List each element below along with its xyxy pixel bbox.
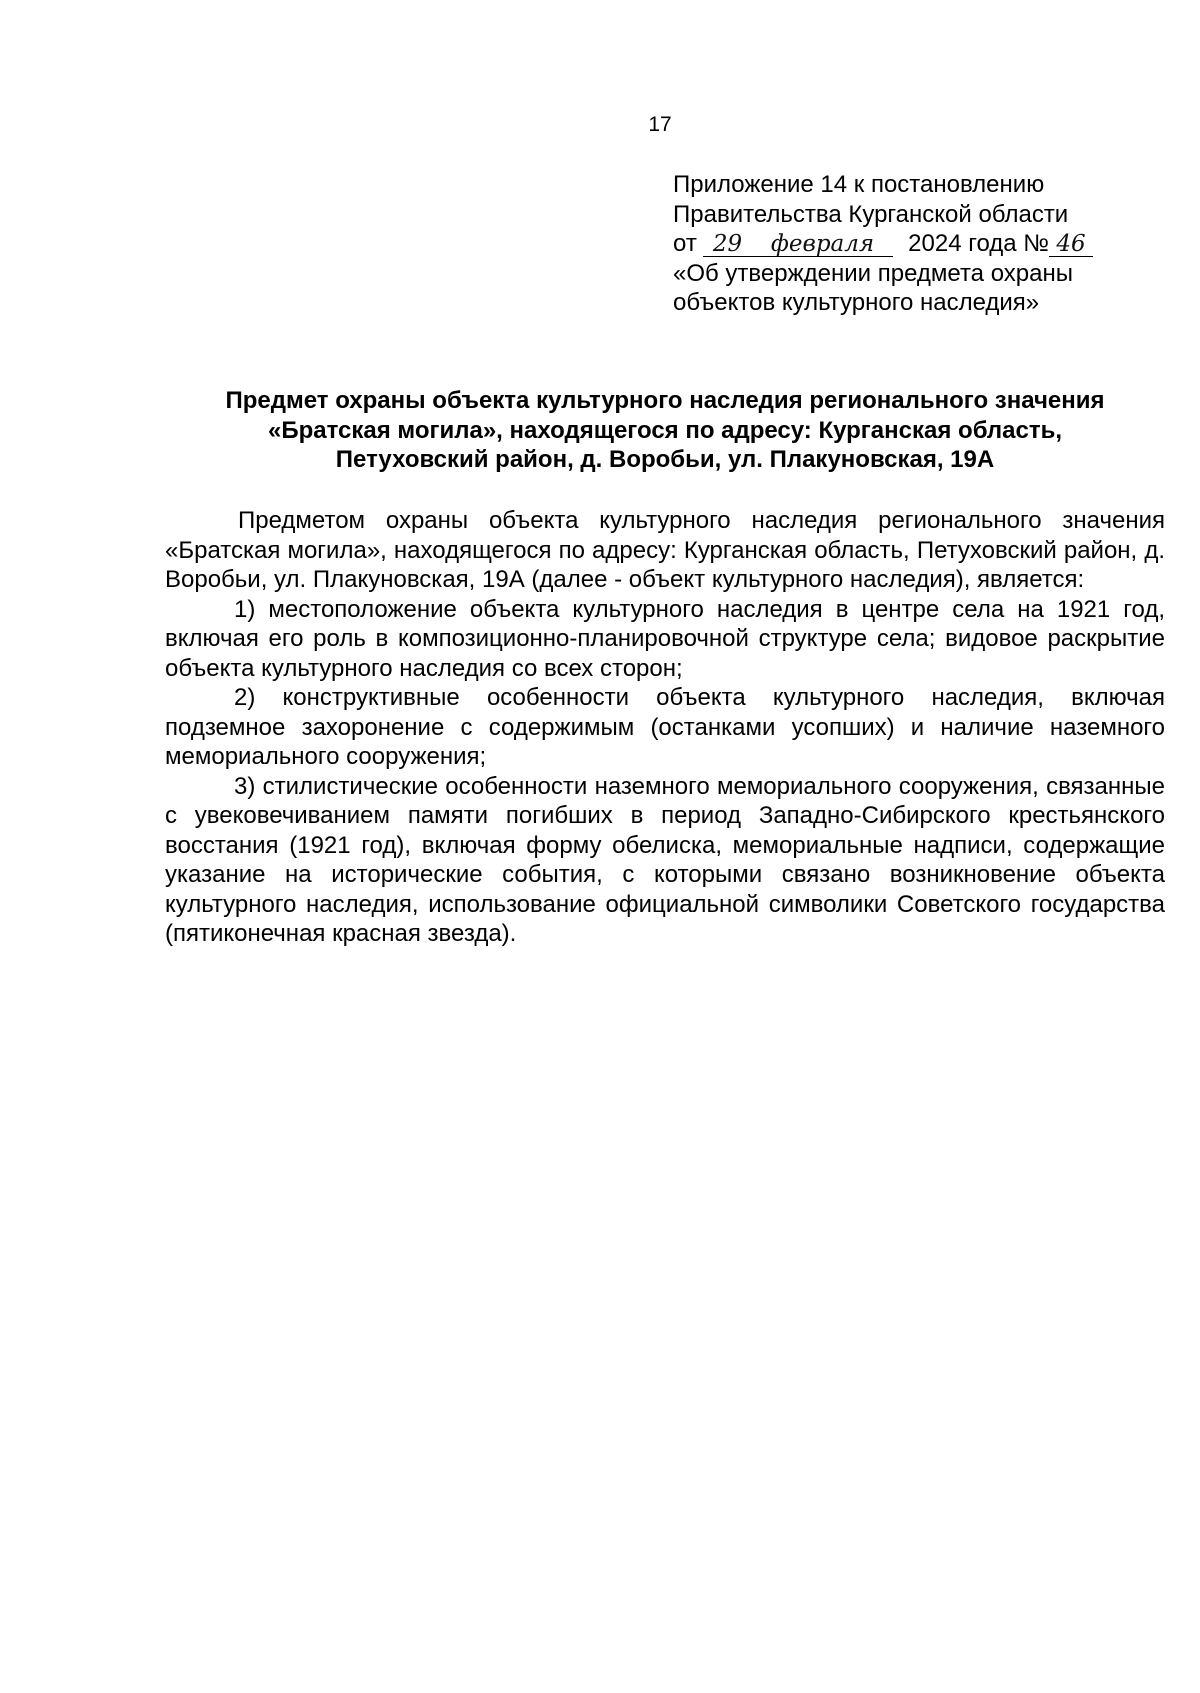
- document-title: [165, 386, 1165, 475]
- list-item-1: 1) местоположение объекта культурного наследия в центре села на 1921 год, включая его роль в композиционно-планировочной структуре села; видовое раскрытие объекта культурного наследия со всех сторон;: [165, 595, 1165, 682]
- date-prefix: от: [673, 230, 697, 257]
- document-body: [165, 506, 1165, 949]
- appendix-line-1: Приложение 14 к постановлению: [673, 171, 1045, 198]
- list-item-3: 3) стилистические особенности наземного мемориального сооружения, связанные с увековечиванием памяти погибших в период Западно-Сибирского крестьянского восстания (1921 год), включая форму обелиска, мемориальные надписи, содержащие указание на исторические события, с которыми связано возникновение объекта культурного наследия, использование официальной символики Советского государства (пятиконечная красная звезда).: [165, 772, 1165, 947]
- date-year-text: 2024 года №: [908, 230, 1050, 257]
- appendix-date-line: [673, 229, 1143, 259]
- appendix-line-4: «Об утверждении предмета охраны: [673, 259, 1073, 287]
- title-line-3: Петуховский район, д. Воробьи, ул. Плакуновская, 19А: [335, 446, 995, 473]
- appendix-block: [673, 170, 1143, 318]
- intro-paragraph: Предметом охраны объекта культурного наследия регионального значения «Братская могила», находящегося по адресу: Курганская область, Петуховский район, д. Воробьи, ул. Плакуновская, 19А (далее - объект культурного наследия), является:: [165, 507, 1165, 593]
- page-number: 17: [648, 113, 672, 136]
- title-line-2: «Братская могила», находящегося по адресу: Курганская область,: [267, 416, 1063, 444]
- title-line-1: Предмет охраны объекта культурного наследия регионального значения: [225, 387, 1105, 414]
- appendix-line-5: объектов культурного наследия»: [673, 289, 1040, 316]
- list-item-2: 2) конструктивные особенности объекта культурного наследия, включая подземное захоронение с содержимым (останками усопших) и наличие наземного мемориального сооружения;: [165, 684, 1165, 770]
- handwritten-doc-number: 46: [1049, 232, 1093, 257]
- handwritten-day: 29: [703, 232, 751, 257]
- handwritten-month: февраля: [751, 232, 893, 257]
- appendix-line-2: Правительства Курганской области: [673, 200, 1069, 228]
